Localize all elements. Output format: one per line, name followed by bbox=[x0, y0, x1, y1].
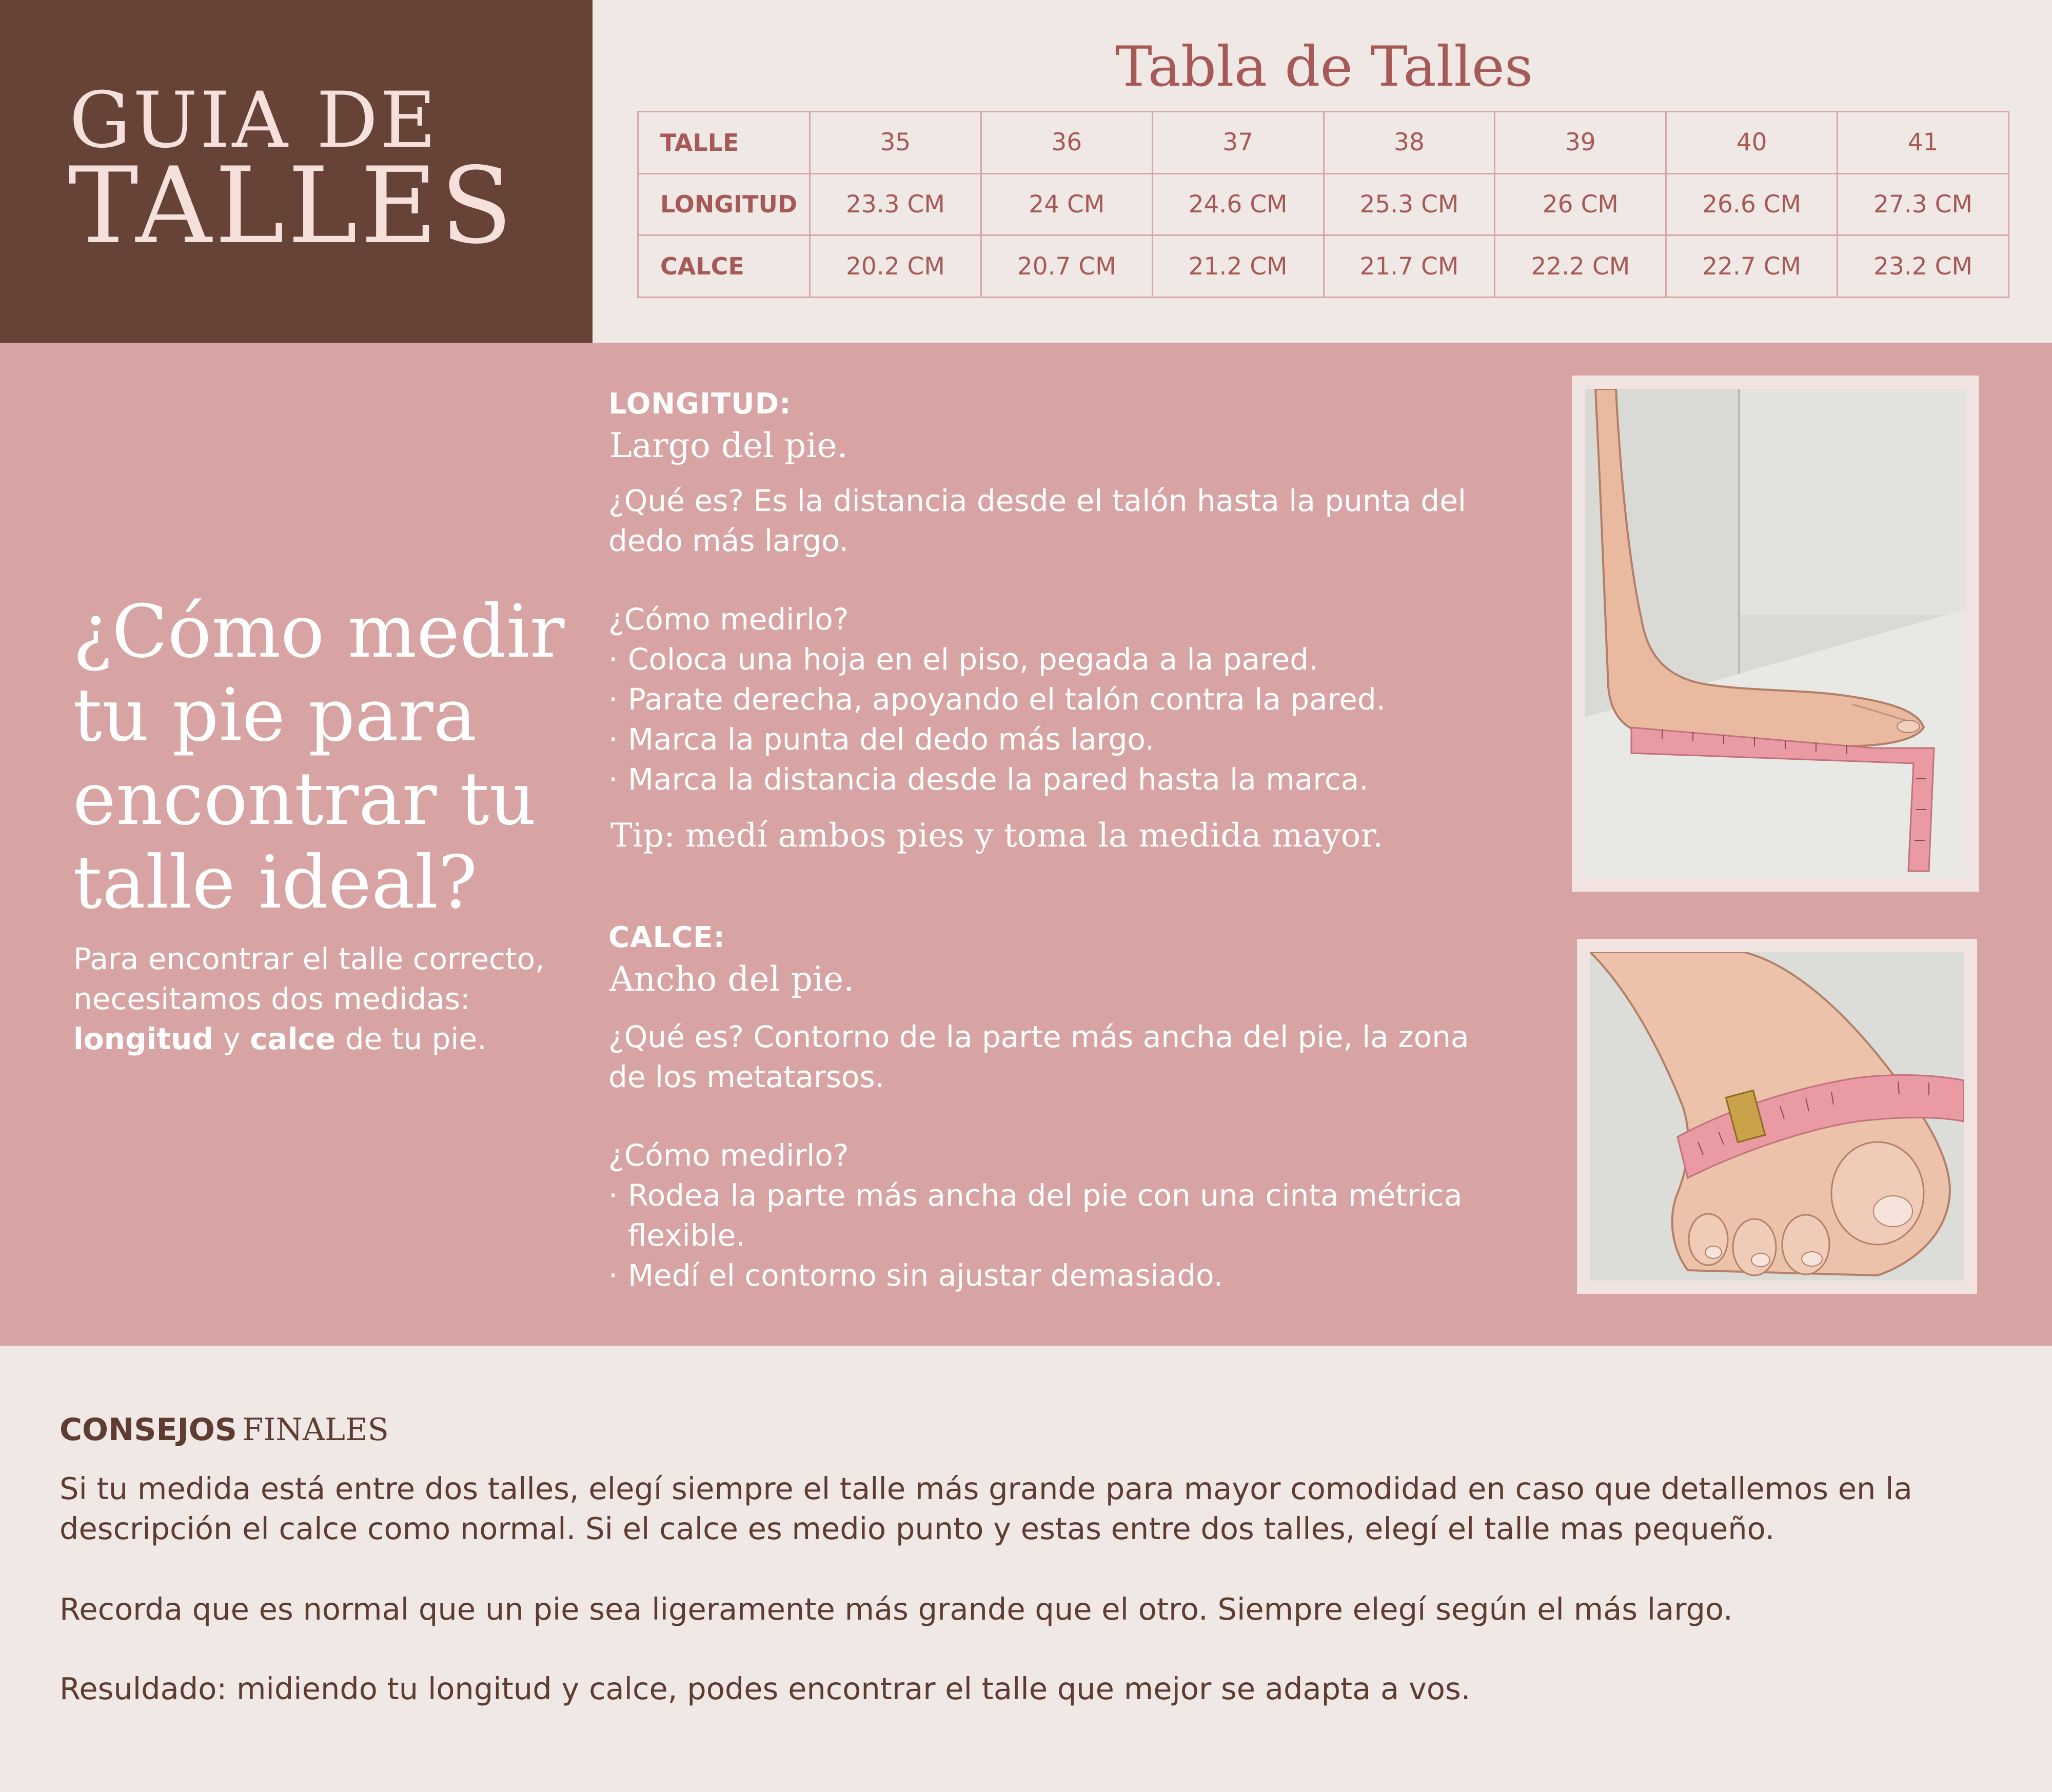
desc-bold-calce: calce bbox=[250, 1021, 336, 1056]
foot-width-illustration-frame bbox=[1577, 939, 1977, 1294]
final-tip-paragraph: Resuldado: midiendo tu longitud y calce, podes encontrar el talle que mejor se adapta a vos. bbox=[60, 1671, 1471, 1706]
calce-steps-list bbox=[608, 1175, 1506, 1295]
size-table-cell: 39 bbox=[1495, 112, 1666, 174]
size-table-cell: 38 bbox=[1324, 112, 1495, 174]
size-table-cell: 26 CM bbox=[1495, 173, 1666, 235]
calce-what-text: Contorno de la parte más ancha del pie, la zona de los metatarsos. bbox=[608, 1019, 1469, 1094]
size-table-cell: 20.2 CM bbox=[810, 235, 981, 298]
size-table-row bbox=[638, 235, 2009, 298]
size-table-cell: 21.7 CM bbox=[1324, 235, 1495, 298]
longitud-steps-list bbox=[608, 639, 1506, 799]
how-to-description bbox=[73, 939, 545, 1059]
calce-heading: CALCE: bbox=[608, 921, 725, 954]
desc-text-1: Para encontrar el talle correcto, necesitamos dos medidas: bbox=[73, 941, 545, 1016]
size-table-row bbox=[638, 112, 2009, 174]
final-tip-paragraph: Si tu medida está entre dos talles, elegí siempre el talle más grande para mayor comodidad en caso que detallemos en la descripción el calce como normal. Si el calce es medio punto y estas entre dos talles, elegí el talle mas pequeño. bbox=[60, 1471, 1912, 1546]
size-table-cell: 27.3 CM bbox=[1838, 173, 2009, 235]
calce-subtitle: Ancho del pie. bbox=[609, 959, 855, 999]
longitud-subtitle: Largo del pie. bbox=[609, 426, 848, 465]
desc-text-3: de tu pie. bbox=[336, 1021, 487, 1056]
longitud-step: · Marca la punta del dedo más largo. bbox=[608, 719, 1506, 759]
size-table-title: Tabla de Talles bbox=[1115, 35, 1533, 99]
size-table-cell: 24.6 CM bbox=[1152, 173, 1324, 235]
longitud-how-label: ¿Cómo medirlo? bbox=[608, 602, 849, 637]
size-table-cell: 23.3 CM bbox=[810, 173, 981, 235]
longitud-heading: LONGITUD: bbox=[608, 387, 792, 421]
longitud-how bbox=[608, 599, 1506, 799]
final-tips-heading bbox=[60, 1412, 389, 1448]
calce-step: · Rodea la parte más ancha del pie con una cinta métrica flexible. bbox=[608, 1175, 1506, 1255]
size-table-cell: 26.6 CM bbox=[1666, 173, 1838, 235]
calce-step: · Medí el contorno sin ajustar demasiado. bbox=[608, 1255, 1506, 1295]
final-tips-heading-light: FINALES bbox=[242, 1412, 389, 1448]
size-table-row bbox=[638, 173, 2009, 235]
longitud-tip: Tip: medí ambos pies y toma la medida mayor. bbox=[610, 817, 1384, 855]
title-block bbox=[0, 0, 593, 343]
longitud-step: · Coloca una hoja en el piso, pegada a la pared. bbox=[608, 639, 1506, 679]
foot-length-illustration bbox=[1585, 389, 1966, 878]
size-table-cell: 24 CM bbox=[981, 173, 1152, 235]
page-title-line1: GUIA DE bbox=[69, 76, 439, 165]
final-tip-paragraph: Recorda que es normal que un pie sea ligeramente más grande que el otro. Siempre elegí según el más largo. bbox=[60, 1591, 1733, 1627]
page-title-line2: TALLES bbox=[68, 145, 516, 267]
foot-length-illustration-frame bbox=[1572, 376, 1979, 892]
size-table-cell: 22.7 CM bbox=[1666, 235, 1838, 298]
final-tips-heading-bold: CONSEJOS bbox=[60, 1412, 237, 1448]
foot-width-illustration bbox=[1590, 952, 1964, 1281]
longitud-step: · Marca la distancia desde la pared hasta la marca. bbox=[608, 759, 1506, 799]
longitud-what-label: ¿Qué es? bbox=[608, 483, 744, 518]
size-table-cell: 23.2 CM bbox=[1838, 235, 2009, 298]
desc-text-2: y bbox=[213, 1021, 250, 1056]
size-table-cell: 36 bbox=[981, 112, 1152, 174]
size-table-cell: 20.7 CM bbox=[981, 235, 1152, 298]
size-table-cell: 22.2 CM bbox=[1495, 235, 1666, 298]
calce-how-label: ¿Cómo medirlo? bbox=[608, 1138, 849, 1173]
how-to-title: ¿Cómo medir tu pie para encontrar tu talle ideal? bbox=[73, 589, 565, 925]
size-table-row-label: TALLE bbox=[638, 112, 810, 174]
size-table-cell: 25.3 CM bbox=[1324, 173, 1495, 235]
size-table-row-label: LONGITUD bbox=[638, 173, 810, 235]
longitud-what bbox=[608, 481, 1506, 561]
size-table bbox=[637, 111, 2009, 298]
size-table-cell: 35 bbox=[810, 112, 981, 174]
longitud-what-text: Es la distancia desde el talón hasta la punta del dedo más largo. bbox=[608, 483, 1466, 558]
calce-what bbox=[608, 1017, 1506, 1097]
desc-bold-longitud: longitud bbox=[73, 1021, 213, 1056]
calce-what-label: ¿Qué es? bbox=[608, 1019, 744, 1054]
size-table-cell: 41 bbox=[1838, 112, 2009, 174]
size-table-cell: 37 bbox=[1152, 112, 1324, 174]
size-table-cell: 40 bbox=[1666, 112, 1838, 174]
calce-how bbox=[608, 1135, 1506, 1295]
size-table-cell: 21.2 CM bbox=[1152, 235, 1324, 298]
longitud-step: · Parate derecha, apoyando el talón contra la pared. bbox=[608, 679, 1506, 719]
size-table-row-label: CALCE bbox=[638, 235, 810, 298]
